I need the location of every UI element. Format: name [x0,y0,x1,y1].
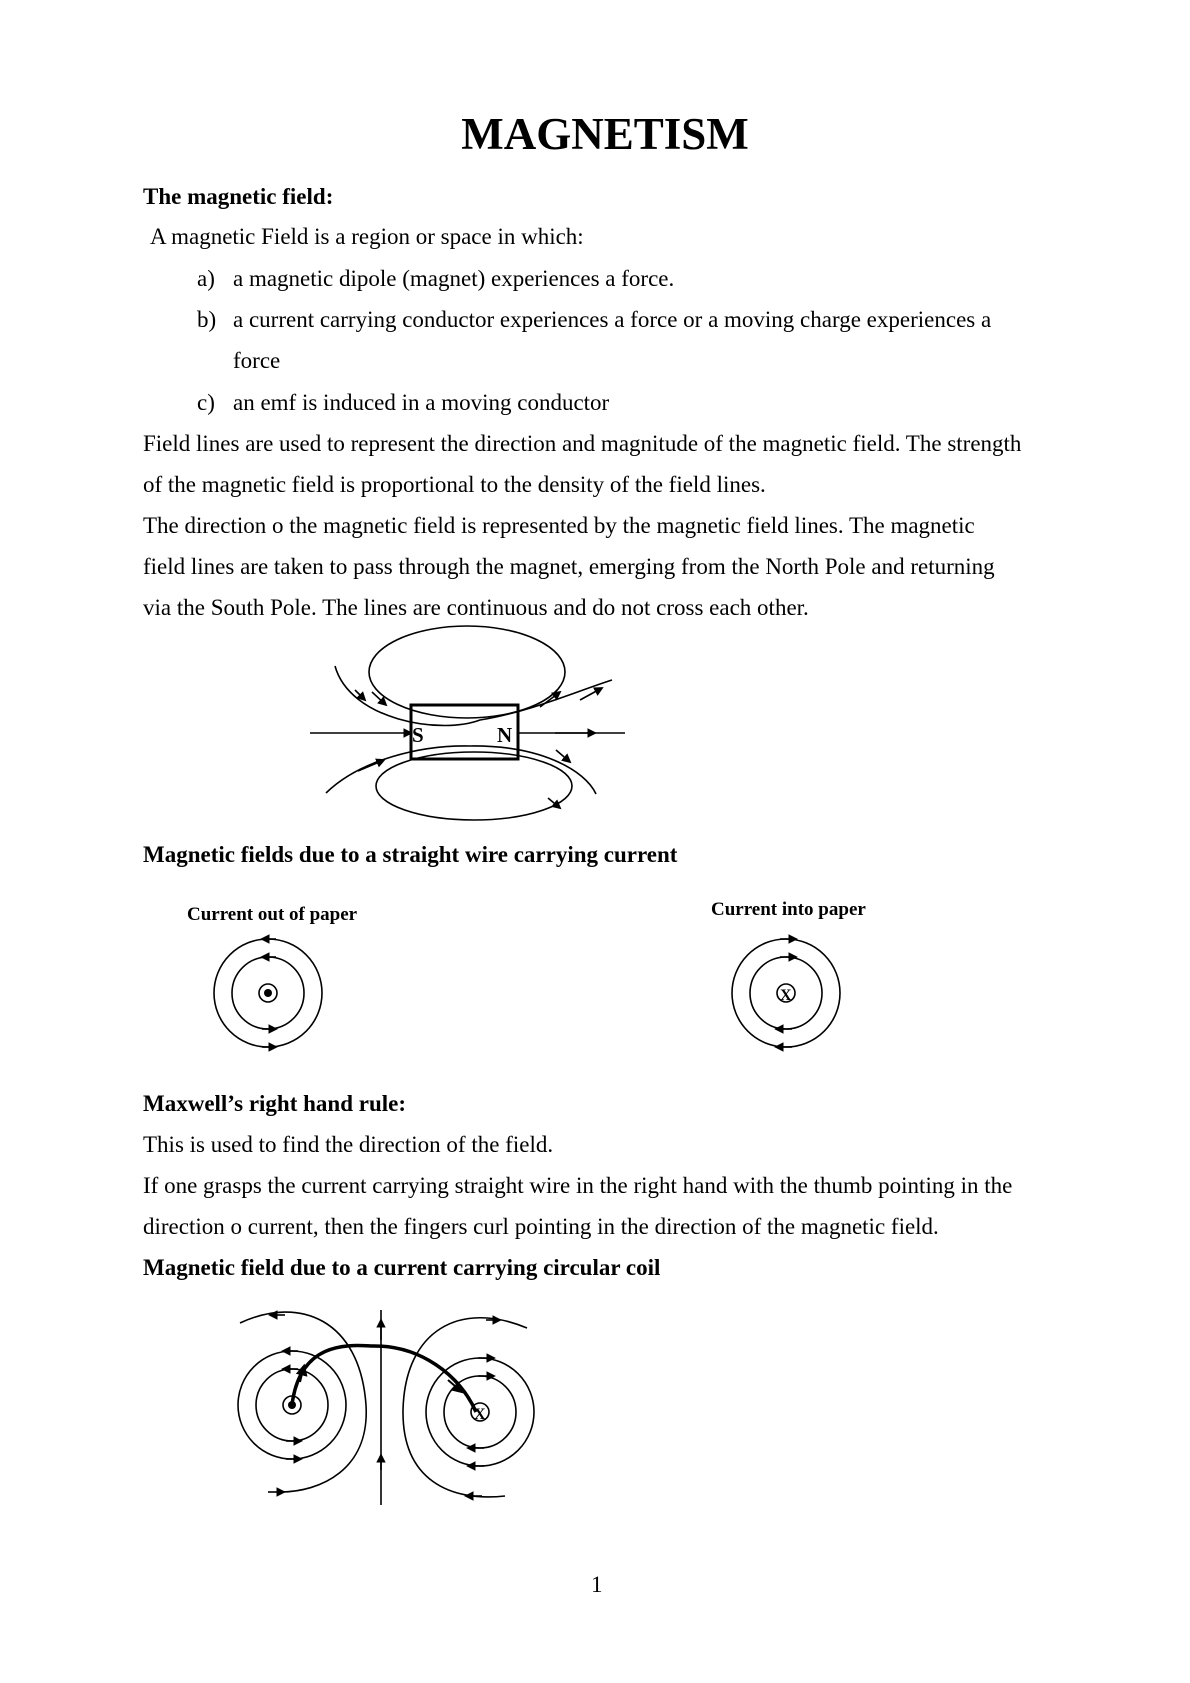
page-number: 1 [591,1572,603,1597]
list-marker: c) [197,390,215,415]
paragraph-line: of the magnetic field is proportional to the density of the field lines. [143,472,766,497]
label-current-into: Current into paper [711,899,866,920]
into-symbol-text: X [780,987,792,1004]
paragraph-line: The direction o the magnetic field is represented by the magnetic field lines. The magnetic [143,513,975,538]
label-current-out: Current out of paper [187,904,358,925]
north-pole-label: N [497,723,513,747]
coil-arc [292,1346,476,1412]
list-item: a current carrying conductor experiences a force or a moving charge experiences a [233,307,992,332]
list-item-continuation: force [233,348,281,373]
section-heading-straight-wire: Magnetic fields due to a straight wire carrying current [143,842,678,867]
section-heading-maxwell: Maxwell’s right hand rule: [143,1091,406,1116]
paragraph-line: field lines are taken to pass through the magnet, emerging from the North Pole and returning [143,554,995,579]
into-symbol-text: X [474,1406,486,1423]
section-heading-circular-coil: Magnetic field due to a current carrying circular coil [143,1255,661,1280]
section-heading-magnetic-field: The magnetic field: [143,184,334,209]
field-line [240,1312,366,1492]
paragraph-line: Field lines are used to represent the direction and magnitude of the magnetic field. The strength [143,431,1022,456]
paragraph-line: direction o current, then the fingers curl pointing in the direction of the magnetic field. [143,1214,939,1239]
paragraph-line: If one grasps the current carrying straight wire in the right hand with the thumb pointing in the [143,1173,1013,1198]
south-pole-label: S [412,723,424,747]
list-marker: b) [197,307,217,332]
list-item: an emf is induced in a moving conductor [233,390,610,415]
paragraph-line: via the South Pole. The lines are continuous and do not cross each other. [143,595,809,620]
list-item: a magnetic dipole (magnet) experiences a force. [233,266,675,291]
list-marker: a) [197,266,215,291]
page-title: MAGNETISM [461,109,749,159]
current-out-dot [288,1401,296,1409]
intro-text: A magnetic Field is a region or space in which: [150,224,584,249]
field-line [403,1318,527,1497]
paragraph-line: This is used to find the direction of the field. [143,1132,554,1157]
